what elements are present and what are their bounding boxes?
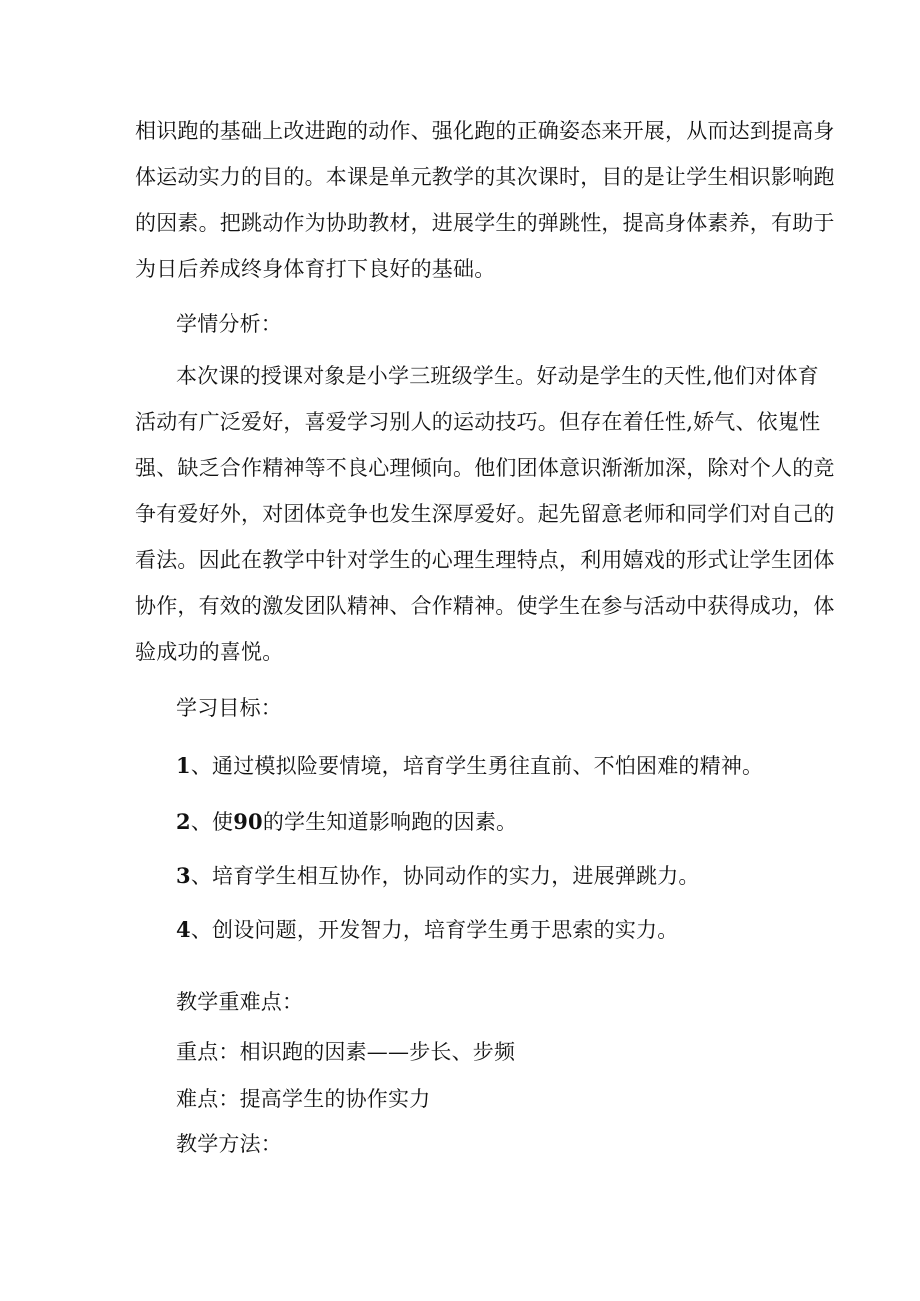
- learning-analysis-line-2: 活动有广泛爱好，喜爱学习别人的运动技巧。但存在着任性,娇气、依嵬性: [135, 410, 821, 434]
- objective-separator: 、: [190, 810, 213, 834]
- learning-analysis-heading: 学情分析：: [176, 312, 282, 336]
- learning-analysis-line-6: 协作，有效的激发团队精神、合作精神。使学生在参与活动中获得成功，体: [135, 594, 835, 618]
- objective-text: 培育学生相互协作，协同动作的实力，进展弹跳力。: [212, 864, 700, 888]
- key-points-heading: 教学重难点：: [176, 990, 304, 1014]
- difficult-point: 难点：提高学生的协作实力: [176, 1087, 431, 1111]
- intro-line-1: 相识跑的基础上改进跑的动作、强化跑的正确姿态来开展，从而达到提高身: [135, 119, 835, 143]
- learning-analysis-line-3: 强、缺乏合作精神等不良心理倾向。他们团体意识渐渐加深，除对个人的竞: [135, 456, 835, 480]
- objectives-heading: 学习目标：: [176, 696, 282, 720]
- objective-percentage: 90: [233, 809, 263, 834]
- intro-line-4: 为日后养成终身体育打下良好的基础。: [135, 257, 496, 281]
- learning-analysis-line-5: 看法。因此在教学中针对学生的心理生理特点，利用嬉戏的形式让学生团体: [135, 548, 835, 572]
- key-point: 重点：相识跑的因素——步长、步频: [176, 1040, 516, 1064]
- methods-heading: 教学方法：: [176, 1132, 282, 1156]
- objective-number: 4: [176, 917, 191, 942]
- objective-item-4: [176, 916, 678, 944]
- objective-number: 3: [176, 863, 191, 888]
- learning-analysis-line-1: 本次课的授课对象是小学三班级学生。好动是学生的天性,他们对体育: [176, 364, 819, 388]
- objective-separator: 、: [190, 754, 213, 778]
- objective-separator: 、: [190, 918, 213, 942]
- learning-analysis-line-7: 验成功的喜悦。: [135, 640, 284, 664]
- objective-text: 通过模拟险要情境，培育学生勇往直前、不怕困难的精神。: [212, 754, 764, 778]
- objective-separator: 、: [190, 864, 213, 888]
- objective-item-3: [176, 862, 700, 890]
- intro-line-3: 的因素。把跳动作为协助教材，进展学生的弹跳性，提高身体素养，有助于: [135, 211, 835, 235]
- objective-text: 创设问题，开发智力，培育学生勇于思索的实力。: [212, 918, 679, 942]
- objective-number: 1: [176, 753, 191, 778]
- objective-item-2: [176, 808, 517, 836]
- objective-item-1: [176, 752, 763, 780]
- objective-text-prefix: 使: [212, 810, 234, 834]
- objective-number: 2: [176, 809, 191, 834]
- intro-line-2: 体运动实力的目的。本课是单元教学的其次课时，目的是让学生相识影响跑: [135, 165, 835, 189]
- objective-text: 的学生知道影响跑的因素。: [262, 810, 518, 834]
- learning-analysis-line-4: 争有爱好外，对团体竞争也发生深厚爱好。起先留意老师和同学们对自己的: [135, 502, 835, 526]
